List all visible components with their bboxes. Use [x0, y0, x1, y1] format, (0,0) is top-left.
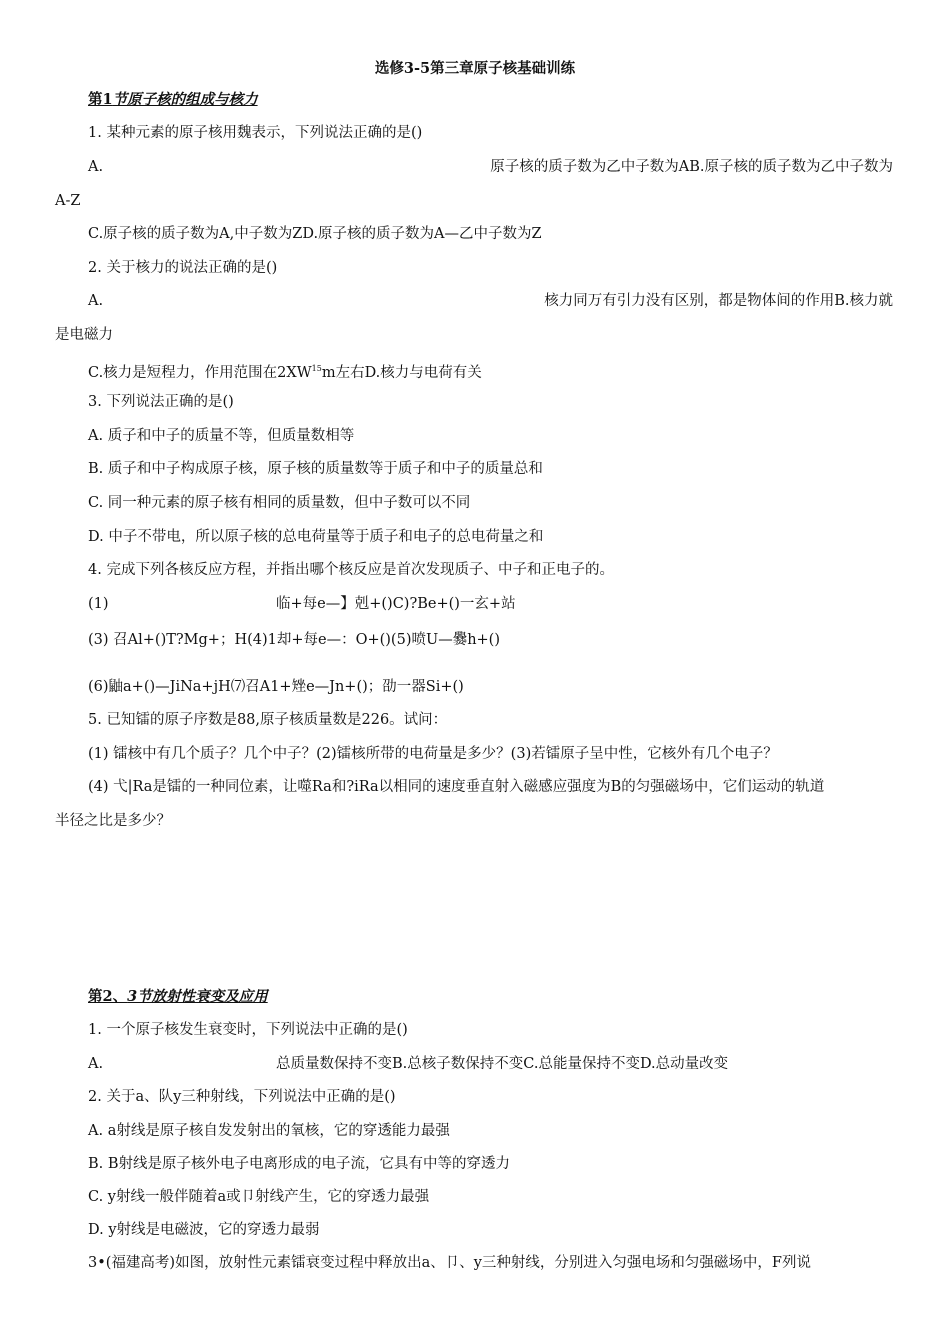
s2-q1-option-a-label: A.	[88, 1056, 104, 1072]
s1-q1-option-a-label: A.	[88, 159, 104, 175]
s1-q4-line3: (6)鼬a+()—JiNa+jH⑺召A1+矬e—Jn+()；劭一器Si+()	[88, 679, 464, 695]
s1-q1-option-c: C.原子核的质子数为A,中子数为ZD.原子核的质子数为A—乙中子数为Z	[88, 226, 542, 242]
s1-q2-option-a-label: A.	[88, 293, 104, 309]
s1-q2-option-a-text: 核力同万有引力没有区别，都是物体间的作用B.核力就	[544, 293, 893, 309]
s1-q3-option-d: D. 中子不带电，所以原子核的总电荷量等于质子和电子的总电荷量之和	[88, 529, 544, 545]
s1-q1-option-a-text: 原子核的质子数为乙中子数为AB.原子核的质子数为乙中子数为	[490, 159, 893, 175]
page-title: 选修3-5第三章原子核基础训练	[374, 60, 576, 77]
s1-q3-option-c: C. 同一种元素的原子核有相同的质量数，但中子数可以不同	[88, 495, 471, 511]
s1-q4-line1-text: 临+每e—】剋+()C)?Be+()一玄+站	[276, 596, 516, 612]
s2-q3-stem: 3•(福建高考)如图，放射性元素镭衰变过程中释放出a、卩、y三种射线，分别进入匀强电场和匀强磁场中，F列说	[88, 1255, 811, 1271]
s1-q4-line1-label: (1)	[88, 596, 109, 612]
s1-q4-stem: 4. 完成下列各核反应方程，并指出哪个核反应是首次发现质子、中子和正电子的。	[88, 562, 614, 578]
s1-q3-option-b: B. 质子和中子构成原子核，原子核的质量数等于质子和中子的质量总和	[88, 461, 543, 477]
s2-q2-option-c: C. y射线一般伴随着a或卩射线产生，它的穿透力最强	[88, 1189, 430, 1205]
s2-q1-option-a-text: 总质量数保持不变B.总核子数保持不变C.总能量保持不变D.总动量改变	[276, 1056, 729, 1072]
section-heading-1: 第1节原子核的组成与核力	[88, 91, 258, 108]
s1-q2-stem: 2. 关于核力的说法正确的是()	[88, 260, 278, 276]
s1-q4-line2: (3) 召Al+()T?Mg+；H(4)1却+每e—：O+()(5)喷U—爨h+()	[88, 632, 500, 648]
s1-q5-part4: (4) 弋|Ra是镭的一种同位素，让噬Ra和?iRa以相同的速度垂直射入磁感应强度为B的匀强磁场中，它们运动的轨道	[88, 779, 825, 795]
s1-q1-option-a-cont: A-Z	[55, 193, 81, 209]
s1-q1-stem: 1. 某种元素的原子核用魏表示，下列说法正确的是()	[88, 125, 423, 141]
s2-q2-stem: 2. 关于a、队y三种射线，下列说法中正确的是()	[88, 1089, 396, 1105]
s2-q2-option-d: D. y射线是电磁波，它的穿透力最弱	[88, 1222, 320, 1238]
s2-q2-option-b: B. B射线是原子核外电子电离形成的电子流，它具有中等的穿透力	[88, 1156, 511, 1172]
s2-q2-option-a: A. a射线是原子核自发发射出的氧核，它的穿透能力最强	[88, 1123, 450, 1139]
s1-q5-part1: (1) 镭核中有几个质子？几个中子？(2)镭核所带的电荷量是多少？(3)若镭原子呈中性，它核外有几个电子？	[88, 746, 778, 762]
s1-q5-part4-cont: 半径之比是多少？	[55, 813, 171, 829]
section-heading-2: 第2、3节放射性衰变及应用	[88, 988, 268, 1005]
s1-q3-option-a: A. 质子和中子的质量不等，但质量数相等	[88, 428, 355, 444]
s1-q2-option-c: C.核力是短程力，作用范围在2XW$^{15}$m左右D.核力与电荷有关	[88, 364, 482, 381]
s1-q3-stem: 3. 下列说法正确的是()	[88, 394, 234, 410]
s1-q5-stem: 5. 已知镭的原子序数是88,原子核质量数是226。试问：	[88, 712, 448, 728]
s2-q1-stem: 1. 一个原子核发生衰变时，下列说法中正确的是()	[88, 1022, 408, 1038]
s1-q2-option-a-cont: 是电磁力	[55, 327, 113, 343]
